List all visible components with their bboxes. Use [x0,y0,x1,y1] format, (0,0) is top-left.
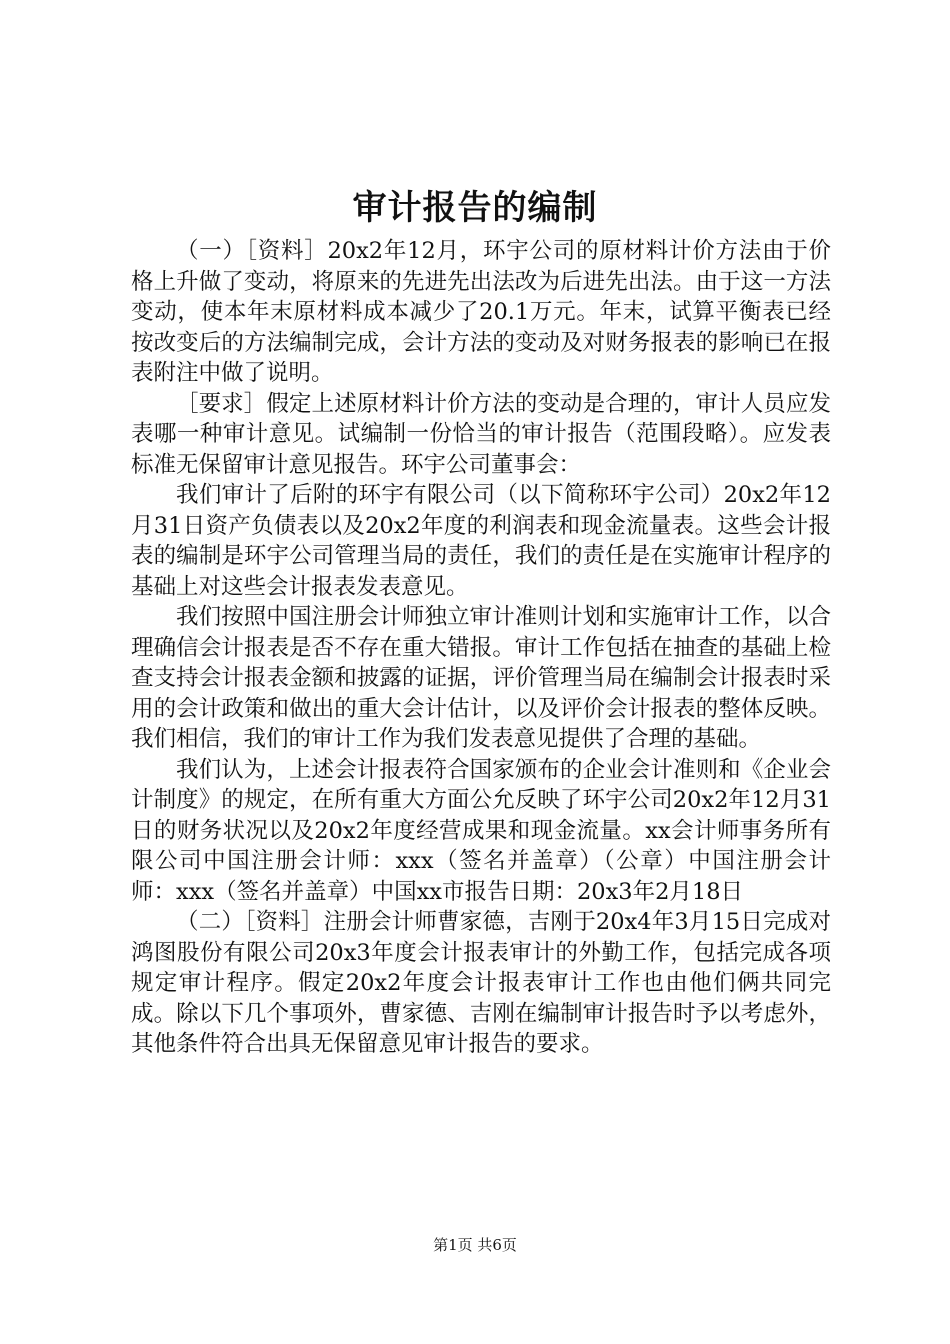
document-body [131,236,831,1060]
paragraph-requirement: ［要求］假定上述原材料计价方法的变动是合理的，审计人员应发表哪一种审计意见。试编制一份恰当的审计报告（范围段略）。应发表标准无保留审计意见报告。环宇公司董事会： [131,390,831,478]
paragraph-material-one: （一）［资料］20x2年12月，环宇公司的原材料计价方法由于价格上升做了变动，将原来的先进先出法改为后进先出法。由于这一方法变动，使本年末原材料成本减少了20.1万元。年末，试算平衡表已经按改变后的方法编制完成，会计方法的变动及对财务报表的影响已在报表附注中做了说明。 [131,238,831,386]
paragraph-audit-opinion: 我们认为，上述会计报表符合国家颁布的企业会计准则和《企业会计制度》的规定，在所有重大方面公允反映了环宇公司20x2年12月31日的财务状况以及20x2年度经营成果和现金流量。xx会计师事务所有限公司中国注册会计师：xxx（签名并盖章）（公章）中国注册会计师：xxx（签名并盖章）中国xx市报告日期：20x3年2月18日 [131,756,831,905]
paragraph-material-two: （二）［资料］注册会计师曹家德，吉刚于20x4年3月15日完成对鸿图股份有限公司20x3年度会计报表审计的外勤工作，包括完成各项规定审计程序。假定20x2年度会计报表审计工作也由他们俩共同完成。除以下几个事项外，曹家德、吉刚在编制审计报告时予以考虑外，其他条件符合出具无保留意见审计报告的要求。 [131,909,831,1057]
document-title: 审计报告的编制 [352,188,598,228]
page-footer: 第1页 共6页 [433,1236,517,1254]
paragraph-audit-work: 我们按照中国注册会计师独立审计准则计划和实施审计工作，以合理确信会计报表是否不存在重大错报。审计工作包括在抽查的基础上检查支持会计报表金额和披露的证据，评价管理当局在编制会计报表时采用的会计政策和做出的重大会计估计，以及评价会计报表的整体反映。我们相信，我们的审计工作为我们发表意见提供了合理的基础。 [131,604,831,752]
paragraph-audit-scope: 我们审计了后附的环宇有限公司（以下简称环宇公司）20x2年12月31日资产负债表以及20x2年度的利润表和现金流量表。这些会计报表的编制是环宇公司管理当局的责任，我们的责任是在实施审计程序的基础上对这些会计报表发表意见。 [131,482,831,600]
